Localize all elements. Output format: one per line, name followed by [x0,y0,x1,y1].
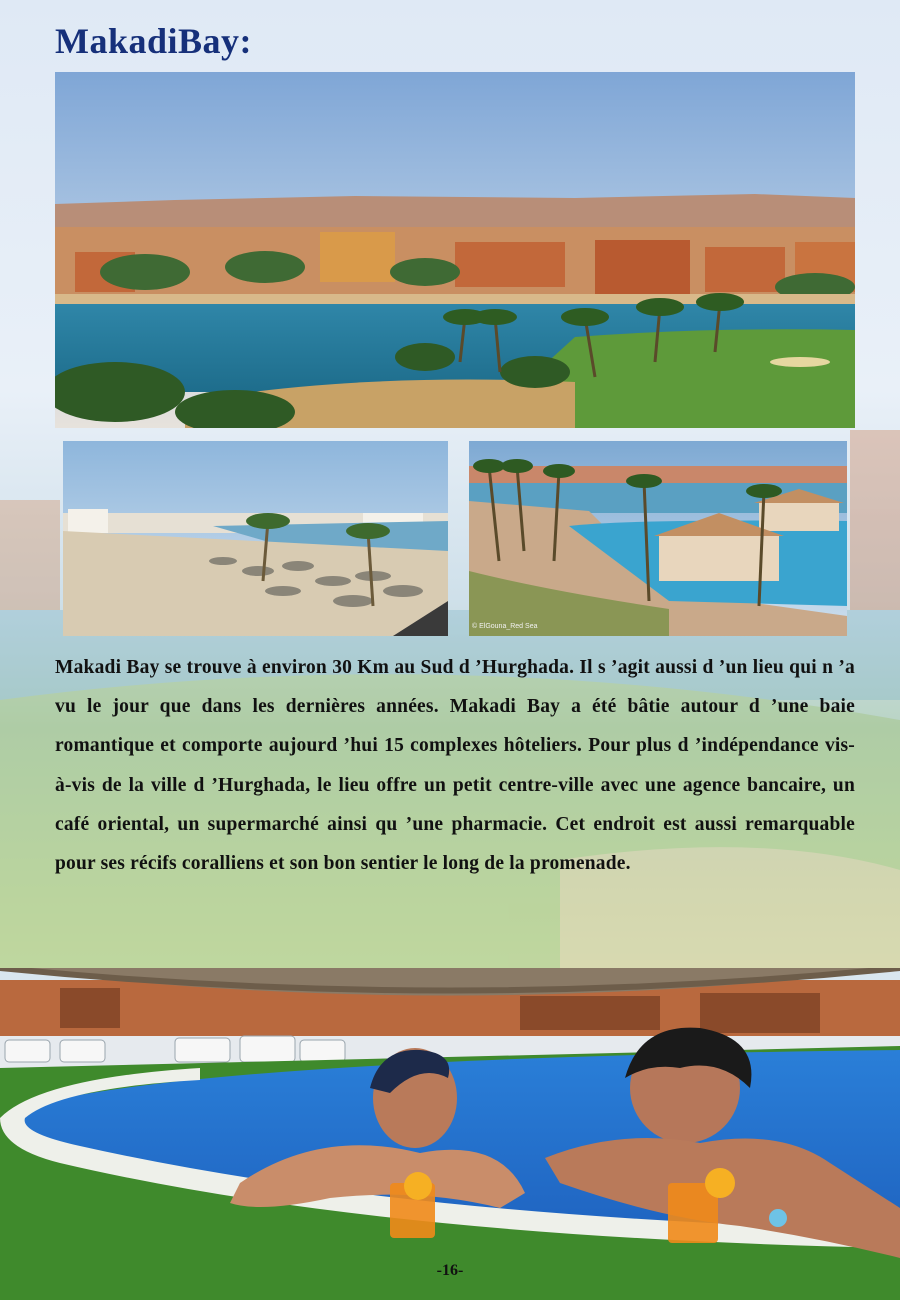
description-paragraph: Makadi Bay se trouve à environ 30 Km au Sud d ’Hurghada. Il s ’agit aussi d ’un lieu qui n ’a vu le jour que dans les dernières années. Makadi Bay a été bâtie autour d ’une baie romantique et comporte aujourd ’hui 15 complexes hôteliers. Pour plus d ’indépendance vis-à-vis de la ville d ’Hurghada, le lieu offre un petit centre-ville avec une agence bancaire, un café oriental, un supermarché ainsi qu ’une pharmacie. Cet endroit est aussi remarquable pour ses récifs coralliens et son bon sentier le long de la promenade. [55,657,855,875]
photo-credit: © ElGouna_Red Sea [472,623,538,630]
page-title: MakadiBay: [55,21,253,61]
page-number: -16- [436,1262,464,1279]
beach-umbrellas-photo [63,441,448,636]
pool-couple-photo [0,968,900,1300]
lagoon-chalets-photo [469,441,847,636]
hero-resort-photo [55,72,855,428]
